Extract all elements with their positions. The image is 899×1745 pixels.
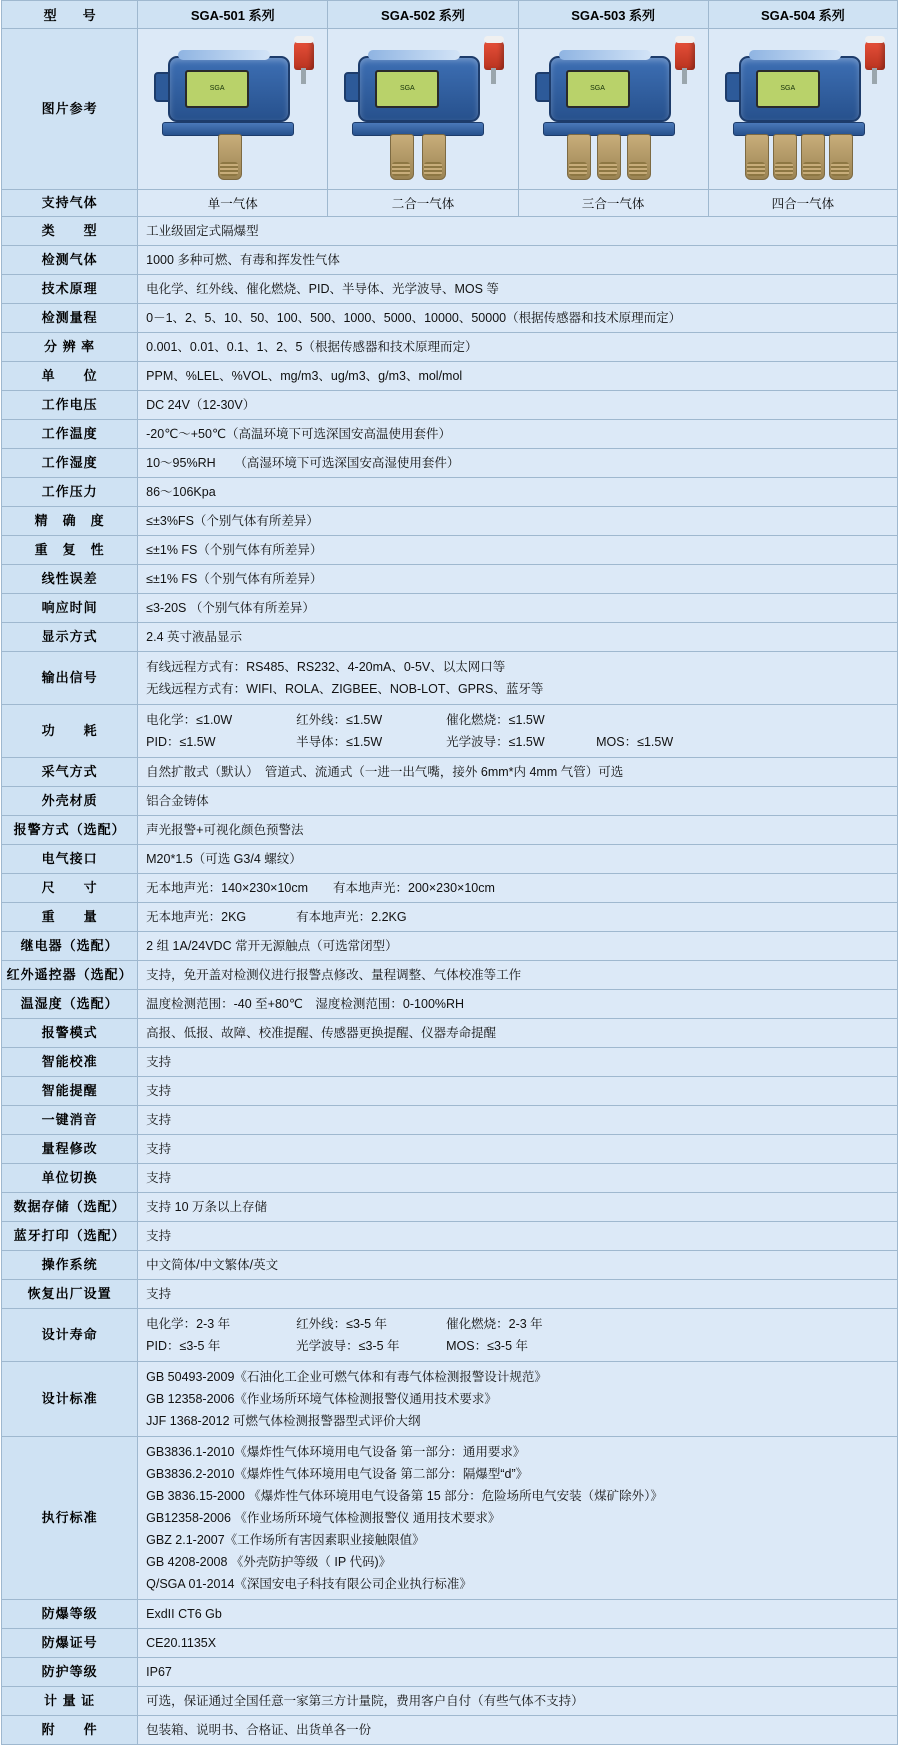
header-col-504: SGA-504 系列 bbox=[708, 1, 897, 29]
table-row bbox=[2, 594, 898, 623]
row-label: 温湿度（选配） bbox=[2, 990, 138, 1019]
alarm-horn-cap-icon bbox=[484, 36, 504, 43]
table-row bbox=[2, 507, 898, 536]
table-row bbox=[2, 478, 898, 507]
power-line-2 bbox=[146, 731, 889, 753]
alarm-horn-stem-icon bbox=[872, 68, 877, 84]
output-signal-label: 输出信号 bbox=[2, 652, 138, 705]
detector-screen: SGA bbox=[756, 70, 820, 108]
row-value: 10～95%RH （高湿环境下可选深国安高湿使用套件） bbox=[138, 449, 898, 478]
detector-screen: SGA bbox=[566, 70, 630, 108]
row-label: 尺 寸 bbox=[2, 874, 138, 903]
table-row bbox=[2, 1193, 898, 1222]
exec-standard-item: GBZ 2.1-2007《工作场所有害因素职业接触限值》 bbox=[146, 1533, 425, 1547]
table-row bbox=[2, 874, 898, 903]
power-row bbox=[2, 705, 898, 758]
row-label: 检测量程 bbox=[2, 304, 138, 333]
sensor-probe-icon bbox=[597, 134, 621, 180]
sensor-probe-icon bbox=[829, 134, 853, 180]
row-value: IP67 bbox=[138, 1658, 898, 1687]
power-infrared: 红外线：≤1.5W bbox=[296, 713, 383, 727]
indicator-strip-icon bbox=[368, 50, 460, 60]
row-label: 检测气体 bbox=[2, 246, 138, 275]
alarm-horn-stem-icon bbox=[301, 68, 306, 84]
row-label: 工作湿度 bbox=[2, 449, 138, 478]
row-label: 重 量 bbox=[2, 903, 138, 932]
lifetime-infrared: 红外线：≤3-5 年 bbox=[296, 1317, 388, 1331]
power-value bbox=[138, 705, 898, 758]
row-value: 2 组 1A/24VDC 常开无源触点（可选常闭型） bbox=[138, 932, 898, 961]
power-mos: MOS：≤1.5W bbox=[596, 735, 674, 749]
row-value: 温度检测范围：-40 至+80℃ 湿度检测范围：0-100%RH bbox=[138, 990, 898, 1019]
alarm-horn-icon bbox=[484, 40, 504, 70]
power-line-1 bbox=[146, 709, 889, 731]
exec-standard-item: Q/SGA 01-2014《深国安电子科技有限公司企业执行标准》 bbox=[146, 1577, 472, 1591]
power-optical-waveguide: 光学波导：≤1.5W bbox=[446, 735, 545, 749]
gas-support-504: 四合一气体 bbox=[708, 190, 897, 217]
row-value: 中文简体/中文繁体/英文 bbox=[138, 1251, 898, 1280]
row-value: ExdII CT6 Gb bbox=[138, 1600, 898, 1629]
exec-standard-item: GB 4208-2008 《外壳防护等级（ IP 代码)》 bbox=[146, 1555, 392, 1569]
row-value: 工业级固定式隔爆型 bbox=[138, 217, 898, 246]
alarm-horn-stem-icon bbox=[682, 68, 687, 84]
row-label: 工作温度 bbox=[2, 420, 138, 449]
gas-support-503: 三合一气体 bbox=[518, 190, 708, 217]
row-label: 工作电压 bbox=[2, 391, 138, 420]
table-row bbox=[2, 1164, 898, 1193]
row-label: 精 确 度 bbox=[2, 507, 138, 536]
table-row bbox=[2, 449, 898, 478]
sensor-probe-icon bbox=[773, 134, 797, 180]
row-label: 操作系统 bbox=[2, 1251, 138, 1280]
row-label: 防爆等级 bbox=[2, 1600, 138, 1629]
product-image-501 bbox=[138, 29, 328, 190]
output-signal-value bbox=[138, 652, 898, 705]
row-label: 量程修改 bbox=[2, 1135, 138, 1164]
exec-standard-item: GB12358-2006 《作业场所环境气体检测报警仪 通用技术要求》 bbox=[146, 1511, 501, 1525]
exec-standard-value bbox=[138, 1437, 898, 1600]
row-value: 0－1、2、5、10、50、100、500、1000、5000、10000、50000（根据传感器和技术原理而定） bbox=[138, 304, 898, 333]
alarm-horn-icon bbox=[294, 40, 314, 70]
row-value: ≤3-20S （个别气体有所差异） bbox=[138, 594, 898, 623]
row-label: 技术原理 bbox=[2, 275, 138, 304]
row-label: 报警模式 bbox=[2, 1019, 138, 1048]
gas-support-row bbox=[2, 190, 898, 217]
row-label: 类 型 bbox=[2, 217, 138, 246]
product-image-504 bbox=[708, 29, 897, 190]
table-row bbox=[2, 787, 898, 816]
row-value: 支持 bbox=[138, 1222, 898, 1251]
output-signal-wired: 有线远程方式有：RS485、RS232、4-20mA、0-5V、以太网口等 bbox=[146, 660, 506, 674]
table-header-row bbox=[2, 1, 898, 29]
power-semiconductor: 半导体：≤1.5W bbox=[296, 735, 383, 749]
power-pid: PID：≤1.5W bbox=[146, 735, 216, 749]
table-row bbox=[2, 990, 898, 1019]
design-standard-item: JJF 1368-2012 可燃气体检测报警器型式评价大纲 bbox=[146, 1414, 421, 1428]
row-value: 支持 bbox=[138, 1164, 898, 1193]
table-row bbox=[2, 536, 898, 565]
table-row bbox=[2, 1716, 898, 1745]
row-value: 无本地声光：2KG 有本地声光：2.2KG bbox=[138, 903, 898, 932]
table-row bbox=[2, 1629, 898, 1658]
sensor-probe-icon bbox=[218, 134, 242, 180]
design-standard-value bbox=[138, 1362, 898, 1437]
row-value: 高报、低报、故障、校准提醒、传感器更换提醒、仪器寿命提醒 bbox=[138, 1019, 898, 1048]
table-row bbox=[2, 1106, 898, 1135]
row-value: 声光报警+可视化颜色预警法 bbox=[138, 816, 898, 845]
row-label: 重 复 性 bbox=[2, 536, 138, 565]
row-label: 红外遥控器（选配） bbox=[2, 961, 138, 990]
row-label: 分 辨 率 bbox=[2, 333, 138, 362]
table-row bbox=[2, 1135, 898, 1164]
alarm-horn-stem-icon bbox=[491, 68, 496, 84]
row-value: CE20.1135X bbox=[138, 1629, 898, 1658]
row-value: PPM、%LEL、%VOL、mg/m3、ug/m3、g/m3、mol/mol bbox=[138, 362, 898, 391]
alarm-horn-icon bbox=[675, 40, 695, 70]
row-value: 支持 bbox=[138, 1135, 898, 1164]
row-value: 自然扩散式（默认） 管道式、流通式（一进一出气嘴，接外 6mm*内 4mm 气管）可选 bbox=[138, 758, 898, 787]
sensor-probe-icon bbox=[422, 134, 446, 180]
exec-standard-item: GB3836.1-2010《爆炸性气体环境用电气设备 第一部分：通用要求》 bbox=[146, 1445, 526, 1459]
table-row bbox=[2, 246, 898, 275]
power-label: 功 耗 bbox=[2, 705, 138, 758]
design-standard-row bbox=[2, 1362, 898, 1437]
row-value: 无本地声光：140×230×10cm 有本地声光：200×230×10cm bbox=[138, 874, 898, 903]
row-value: 支持 bbox=[138, 1048, 898, 1077]
table-row bbox=[2, 217, 898, 246]
power-electrochemical: 电化学：≤1.0W bbox=[146, 713, 233, 727]
table-row bbox=[2, 275, 898, 304]
sensor-probe-icon bbox=[567, 134, 591, 180]
row-label: 计 量 证 bbox=[2, 1687, 138, 1716]
table-row bbox=[2, 1048, 898, 1077]
manifold-icon bbox=[352, 122, 484, 136]
design-standard-label: 设计标准 bbox=[2, 1362, 138, 1437]
row-label: 采气方式 bbox=[2, 758, 138, 787]
table-row bbox=[2, 903, 898, 932]
row-label: 恢复出厂设置 bbox=[2, 1280, 138, 1309]
row-value: 可选，保证通过全国任意一家第三方计量院，费用客户自付（有些气体不支持） bbox=[138, 1687, 898, 1716]
table-row bbox=[2, 333, 898, 362]
output-signal-wireless: 无线远程方式有：WIFI、ROLA、ZIGBEE、NOB-LOT、GPRS、蓝牙等 bbox=[146, 682, 544, 696]
specification-table bbox=[1, 0, 898, 1745]
header-col-502: SGA-502 系列 bbox=[328, 1, 518, 29]
row-label: 智能校准 bbox=[2, 1048, 138, 1077]
row-label: 线性误差 bbox=[2, 565, 138, 594]
row-value: DC 24V（12-30V） bbox=[138, 391, 898, 420]
table-row bbox=[2, 1077, 898, 1106]
row-label: 蓝牙打印（选配） bbox=[2, 1222, 138, 1251]
table-row bbox=[2, 565, 898, 594]
row-value: 支持 bbox=[138, 1106, 898, 1135]
gas-support-501: 单一气体 bbox=[138, 190, 328, 217]
row-value: 包装箱、说明书、合格证、出货单各一份 bbox=[138, 1716, 898, 1745]
gas-support-label: 支持气体 bbox=[2, 190, 138, 217]
table-row bbox=[2, 362, 898, 391]
row-label: 外壳材质 bbox=[2, 787, 138, 816]
product-image-502 bbox=[328, 29, 518, 190]
lifetime-optical-waveguide: 光学波导：≤3-5 年 bbox=[296, 1339, 400, 1353]
indicator-strip-icon bbox=[559, 50, 651, 60]
lifetime-catalytic: 催化燃烧：2-3 年 bbox=[446, 1317, 543, 1331]
row-label: 单 位 bbox=[2, 362, 138, 391]
row-label: 显示方式 bbox=[2, 623, 138, 652]
header-model-label: 型 号 bbox=[2, 1, 138, 29]
row-value: 86～106Kpa bbox=[138, 478, 898, 507]
sensor-probe-icon bbox=[801, 134, 825, 180]
row-label: 工作压力 bbox=[2, 478, 138, 507]
row-value: 支持 bbox=[138, 1280, 898, 1309]
table-row bbox=[2, 845, 898, 874]
sensor-probe-icon bbox=[390, 134, 414, 180]
table-row bbox=[2, 961, 898, 990]
row-value: 支持，免开盖对检测仪进行报警点修改、量程调整、气体校准等工作 bbox=[138, 961, 898, 990]
row-value: 电化学、红外线、催化燃烧、PID、半导体、光学波导、MOS 等 bbox=[138, 275, 898, 304]
image-row bbox=[2, 29, 898, 190]
row-value: 支持 10 万条以上存储 bbox=[138, 1193, 898, 1222]
design-standard-item: GB 50493-2009《石油化工企业可燃气体和有毒气体检测报警设计规范》 bbox=[146, 1370, 547, 1384]
row-label: 数据存储（选配） bbox=[2, 1193, 138, 1222]
table-row bbox=[2, 932, 898, 961]
design-standard-item: GB 12358-2006《作业场所环境气体检测报警仪通用技术要求》 bbox=[146, 1392, 497, 1406]
alarm-horn-icon bbox=[865, 40, 885, 70]
row-value: ≤±3%FS（个别气体有所差异） bbox=[138, 507, 898, 536]
row-label: 单位切换 bbox=[2, 1164, 138, 1193]
power-catalytic: 催化燃烧：≤1.5W bbox=[446, 713, 545, 727]
table-row bbox=[2, 391, 898, 420]
row-value: 0.001、0.01、0.1、1、2、5（根据传感器和技术原理而定） bbox=[138, 333, 898, 362]
table-row bbox=[2, 1222, 898, 1251]
detector-screen: SGA bbox=[185, 70, 249, 108]
row-label: 电气接口 bbox=[2, 845, 138, 874]
table-row bbox=[2, 816, 898, 845]
indicator-strip-icon bbox=[178, 50, 270, 60]
output-signal-row bbox=[2, 652, 898, 705]
row-value: 2.4 英寸液晶显示 bbox=[138, 623, 898, 652]
table-row bbox=[2, 1019, 898, 1048]
header-col-501: SGA-501 系列 bbox=[138, 1, 328, 29]
row-value: M20*1.5（可选 G3/4 螺纹） bbox=[138, 845, 898, 874]
lifetime-line-1 bbox=[146, 1313, 889, 1335]
alarm-horn-cap-icon bbox=[294, 36, 314, 43]
row-label: 防护等级 bbox=[2, 1658, 138, 1687]
lifetime-row bbox=[2, 1309, 898, 1362]
row-label: 附 件 bbox=[2, 1716, 138, 1745]
table-row bbox=[2, 1687, 898, 1716]
row-label: 响应时间 bbox=[2, 594, 138, 623]
row-label: 继电器（选配） bbox=[2, 932, 138, 961]
lifetime-electrochemical: 电化学：2-3 年 bbox=[146, 1317, 231, 1331]
alarm-horn-cap-icon bbox=[865, 36, 885, 43]
table-row bbox=[2, 304, 898, 333]
exec-standard-item: GB3836.2-2010《爆炸性气体环境用电气设备 第二部分：隔爆型“d”》 bbox=[146, 1467, 529, 1481]
sensor-probe-icon bbox=[627, 134, 651, 180]
alarm-horn-cap-icon bbox=[675, 36, 695, 43]
header-col-503: SGA-503 系列 bbox=[518, 1, 708, 29]
row-label: 一键消音 bbox=[2, 1106, 138, 1135]
lifetime-label: 设计寿命 bbox=[2, 1309, 138, 1362]
table-row bbox=[2, 623, 898, 652]
table-row bbox=[2, 1600, 898, 1629]
row-label: 报警方式（选配） bbox=[2, 816, 138, 845]
row-value: 支持 bbox=[138, 1077, 898, 1106]
table-row bbox=[2, 758, 898, 787]
product-image-503 bbox=[518, 29, 708, 190]
lifetime-mos: MOS：≤3-5 年 bbox=[446, 1339, 529, 1353]
lifetime-pid: PID：≤3-5 年 bbox=[146, 1339, 221, 1353]
row-value: 铝合金铸体 bbox=[138, 787, 898, 816]
row-value: 1000 多种可燃、有毒和挥发性气体 bbox=[138, 246, 898, 275]
table-row bbox=[2, 1251, 898, 1280]
lifetime-line-2 bbox=[146, 1335, 889, 1357]
exec-standard-row bbox=[2, 1437, 898, 1600]
gas-support-502: 二合一气体 bbox=[328, 190, 518, 217]
table-row bbox=[2, 1658, 898, 1687]
table-row bbox=[2, 420, 898, 449]
row-label: 智能提醒 bbox=[2, 1077, 138, 1106]
sensor-probe-icon bbox=[745, 134, 769, 180]
table-row bbox=[2, 1280, 898, 1309]
image-row-label: 图片参考 bbox=[2, 29, 138, 190]
exec-standard-label: 执行标准 bbox=[2, 1437, 138, 1600]
row-label: 防爆证号 bbox=[2, 1629, 138, 1658]
lifetime-value bbox=[138, 1309, 898, 1362]
row-value: ≤±1% FS（个别气体有所差异） bbox=[138, 565, 898, 594]
detector-screen: SGA bbox=[375, 70, 439, 108]
row-value: ≤±1% FS（个别气体有所差异） bbox=[138, 536, 898, 565]
indicator-strip-icon bbox=[749, 50, 841, 60]
exec-standard-item: GB 3836.15-2000 《爆炸性气体环境用电气设备第 15 部分：危险场所电气安装（煤矿除外）》 bbox=[146, 1489, 663, 1503]
row-value: -20℃～+50℃（高温环境下可选深国安高温使用套件） bbox=[138, 420, 898, 449]
